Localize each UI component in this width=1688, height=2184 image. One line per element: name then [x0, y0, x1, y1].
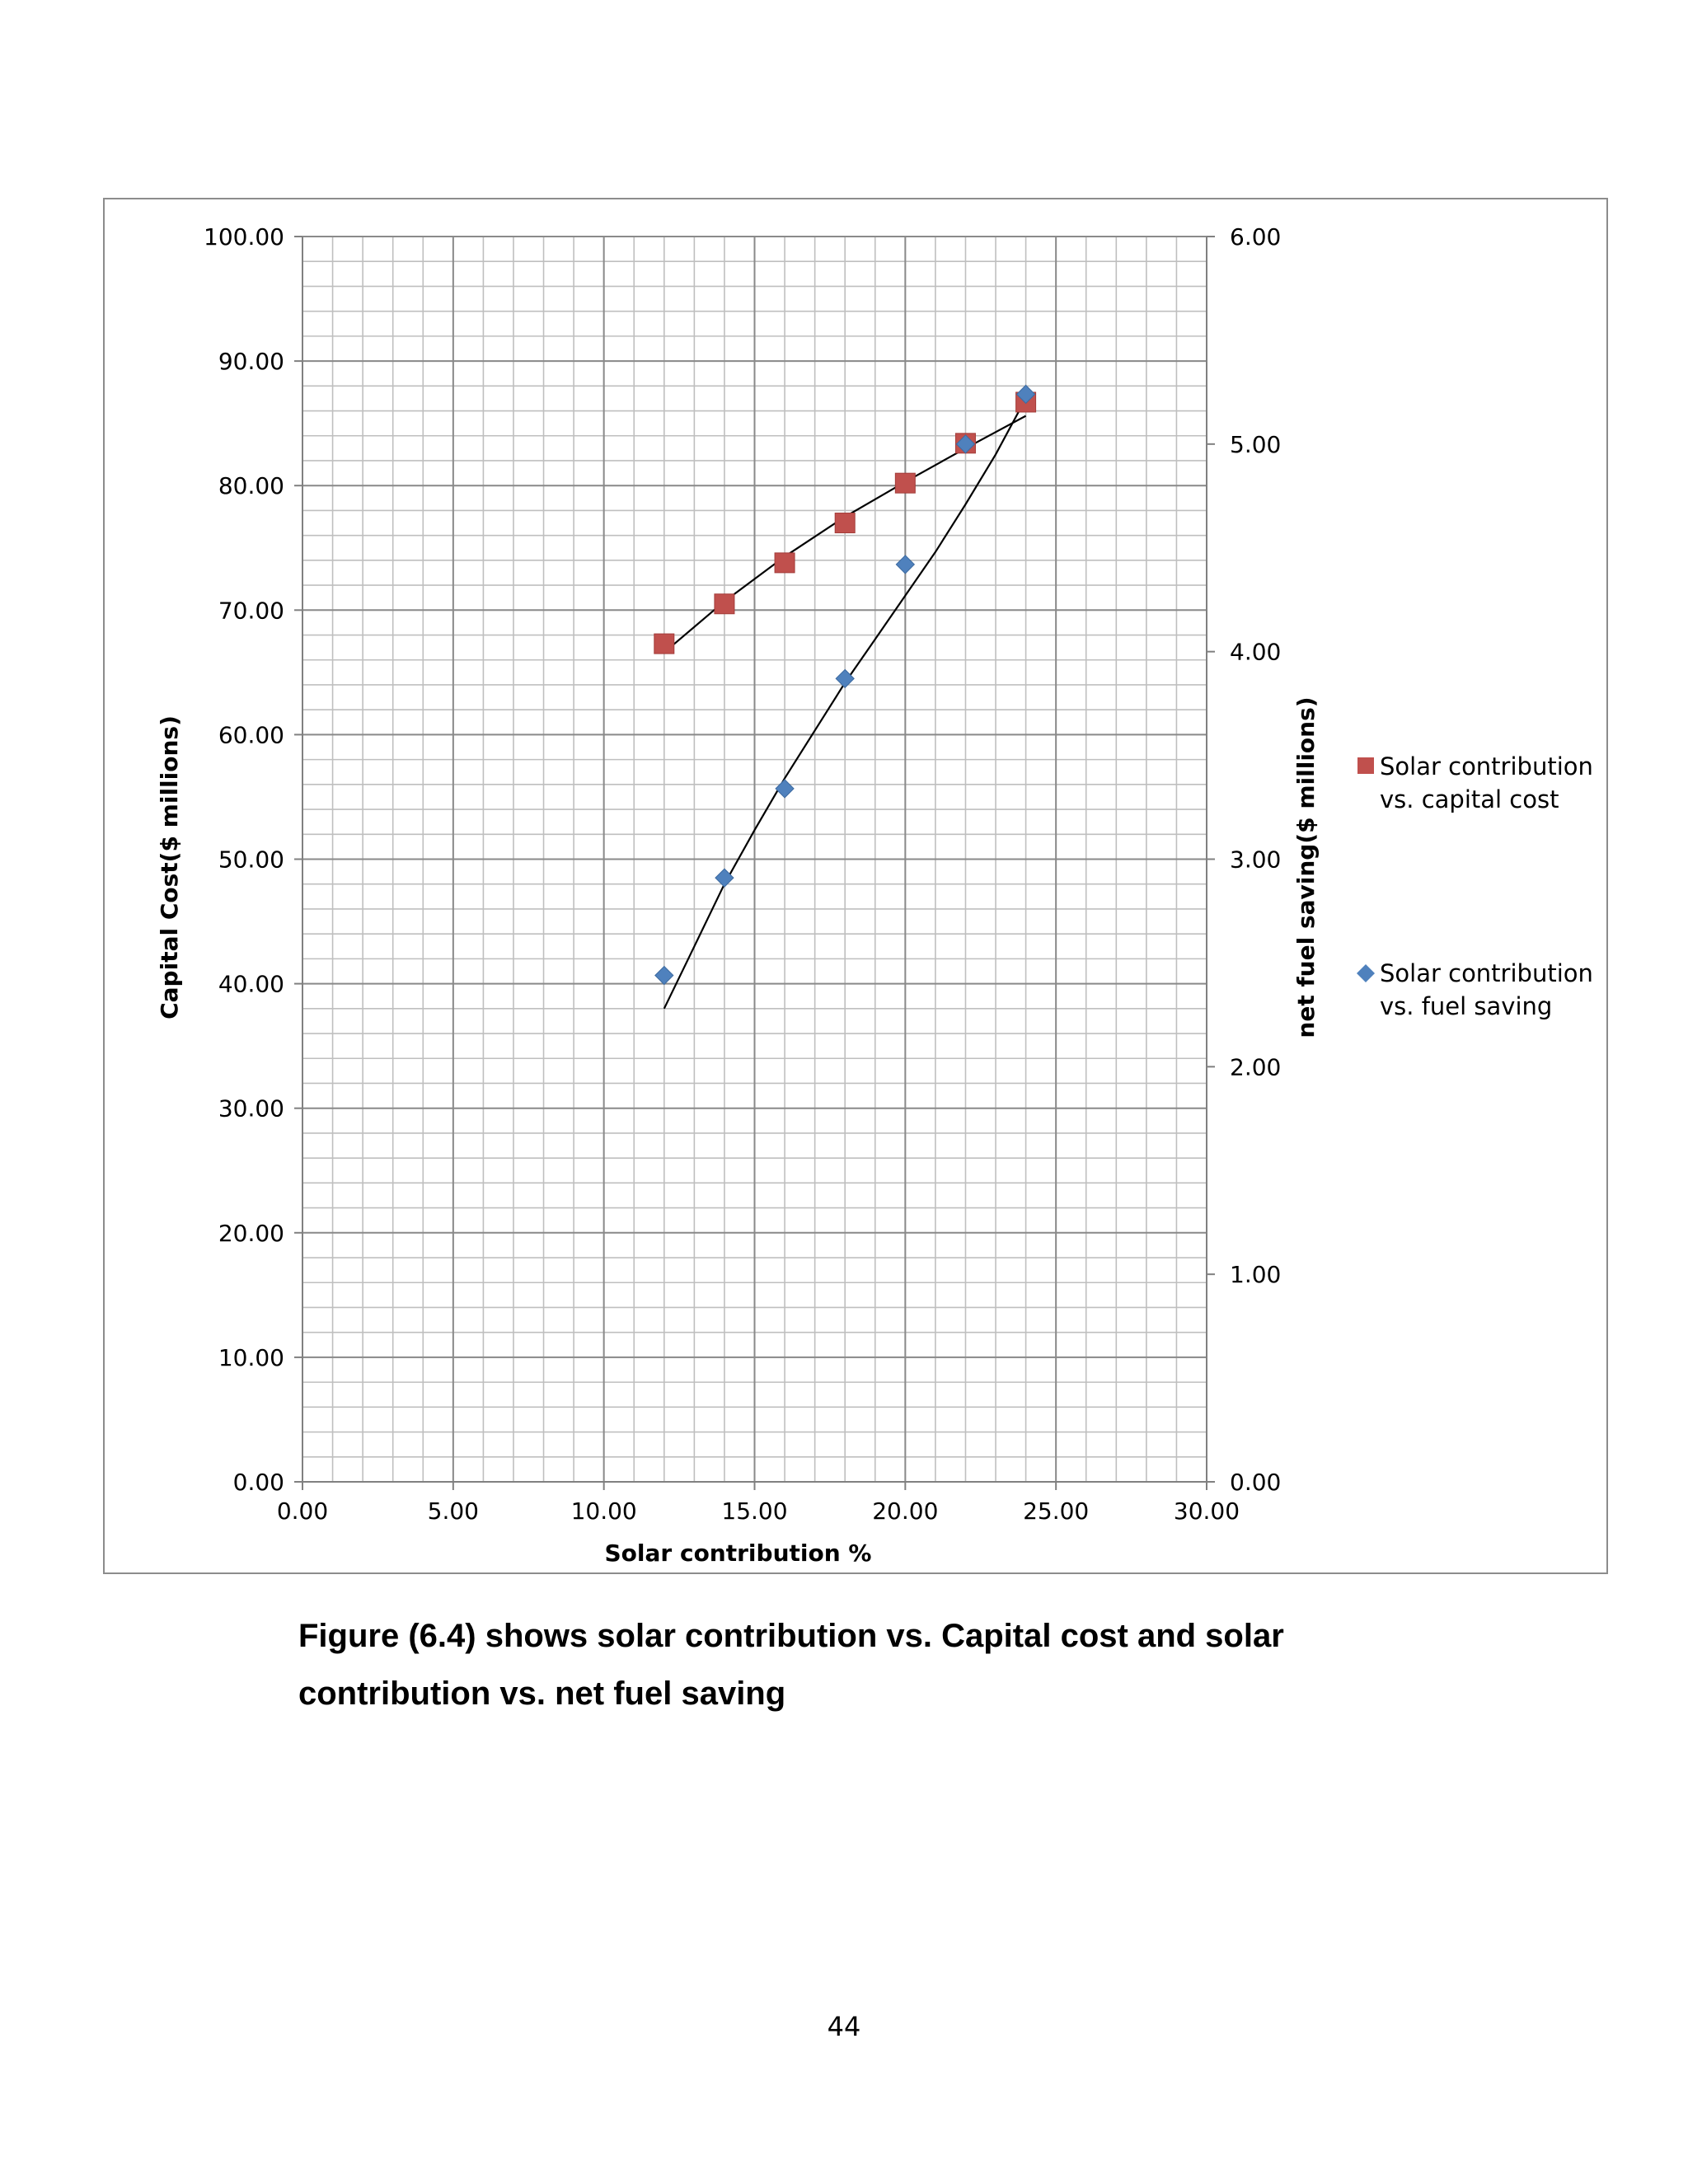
- y-tick-label: 10.00: [218, 1343, 284, 1371]
- y2-tick-label: 2.00: [1230, 1053, 1282, 1081]
- y-tick-label: 40.00: [218, 970, 284, 998]
- y-tick-label: 100.00: [204, 223, 284, 251]
- data-point-capital-cost: [715, 594, 734, 614]
- y-tick-label: 90.00: [218, 348, 284, 376]
- x-tick-label: 25.00: [1023, 1497, 1090, 1525]
- data-point-capital-cost: [775, 553, 795, 573]
- y2-axis-title: net fuel saving($ millions): [1292, 696, 1320, 1038]
- legend: [1357, 752, 1593, 1020]
- x-tick-label: 10.00: [570, 1497, 637, 1525]
- data-point-capital-cost: [835, 513, 855, 533]
- x-tick-label: 30.00: [1173, 1497, 1240, 1525]
- legend-marker-square: [1357, 757, 1374, 774]
- data-point-fuel-saving: [896, 555, 914, 574]
- legend-label: vs. capital cost: [1380, 785, 1559, 813]
- y2-tick-label: 0.00: [1230, 1469, 1282, 1496]
- x-tick-label: 5.00: [427, 1497, 480, 1525]
- x-axis-title: Solar contribution %: [604, 1540, 872, 1567]
- x-tick-label: 0.00: [276, 1497, 329, 1525]
- y-tick-label: 80.00: [218, 472, 284, 500]
- x-tick-label: 20.00: [872, 1497, 939, 1525]
- y-tick-label: 50.00: [218, 846, 284, 874]
- legend-label: Solar contribution: [1380, 752, 1593, 780]
- chart-frame: [103, 198, 1608, 1574]
- y-axis-title: Capital Cost($ millions): [156, 715, 183, 1019]
- y2-tick-label: 6.00: [1230, 223, 1282, 251]
- chart-plot: [105, 199, 1606, 1572]
- x-tick-label: 15.00: [721, 1497, 788, 1525]
- y2-tick-label: 5.00: [1230, 430, 1282, 458]
- y2-tick-label: 4.00: [1230, 638, 1282, 666]
- legend-label: Solar contribution: [1380, 959, 1593, 987]
- y-tick-label: 0.00: [232, 1469, 284, 1496]
- data-point-capital-cost: [895, 473, 915, 493]
- y-tick-label: 60.00: [218, 721, 284, 749]
- legend-marker-diamond: [1357, 964, 1375, 982]
- y-tick-label: 20.00: [218, 1219, 284, 1247]
- page-number: 44: [827, 2011, 861, 2042]
- y-tick-label: 70.00: [218, 597, 284, 625]
- grid-layer: [302, 237, 1207, 1482]
- y2-tick-label: 1.00: [1230, 1261, 1282, 1289]
- data-point-fuel-saving: [655, 967, 673, 985]
- y-tick-label: 30.00: [218, 1094, 284, 1122]
- y2-tick-label: 3.00: [1230, 846, 1282, 874]
- data-point-capital-cost: [654, 634, 674, 654]
- figure-caption: Figure (6.4) shows solar contribution vs. Capital cost and solar contribution vs. net fuel saving: [298, 1618, 1284, 1712]
- data-point-fuel-saving: [776, 780, 794, 798]
- legend-label: vs. fuel saving: [1380, 992, 1553, 1020]
- label-layer: [156, 223, 1320, 1567]
